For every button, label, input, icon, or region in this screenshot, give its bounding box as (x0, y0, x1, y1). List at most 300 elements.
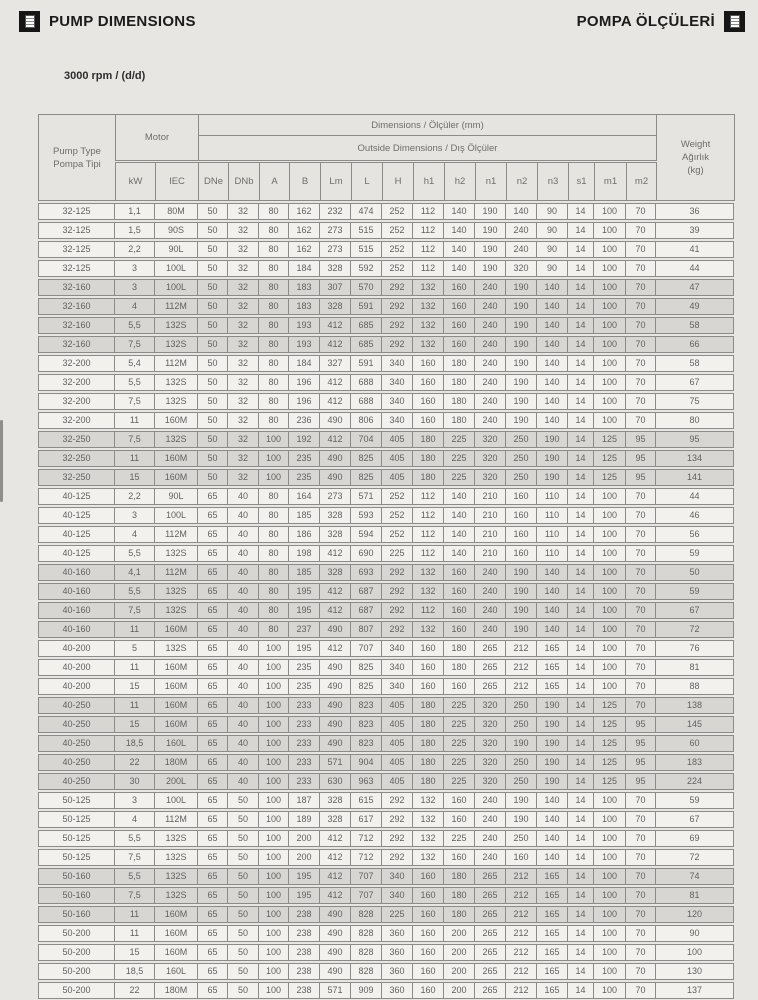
dimension-cell: 70 (626, 279, 656, 296)
table-header (38, 114, 735, 201)
dimension-cell: 190 (537, 754, 568, 771)
dimension-cell: 100 (259, 659, 289, 676)
pump-type-cell: 32-125 (38, 203, 115, 220)
table-row (38, 792, 734, 809)
dimension-cell: 265 (475, 906, 506, 923)
dimension-cell: 160 (413, 355, 444, 372)
dimension-cell: 125 (594, 697, 626, 714)
dimension-cell: 5,5 (115, 374, 155, 391)
dimension-cell: 50 (228, 792, 259, 809)
dimension-cell: 235 (289, 678, 320, 695)
dimension-cell: 80 (259, 203, 289, 220)
dimension-cell: 160M (155, 944, 198, 961)
dimension-cell: 32 (228, 241, 259, 258)
table-row (38, 355, 734, 372)
dimension-cell: 140 (444, 222, 475, 239)
dimension-cell: 100 (594, 830, 626, 847)
dimension-cell: 112 (413, 203, 444, 220)
dimension-cell: 14 (568, 564, 594, 581)
dimension-cell: 100 (259, 830, 289, 847)
pump-type-cell: 40-125 (38, 488, 115, 505)
table-row (38, 944, 734, 961)
dimension-cell: 14 (568, 602, 594, 619)
dimension-cell: 40 (228, 678, 259, 695)
dimension-cell: 160M (155, 716, 198, 733)
dimension-cell: 707 (351, 868, 382, 885)
dimension-cell: 100 (259, 697, 289, 714)
dimension-cell: 65 (198, 640, 228, 657)
dimension-cell: 190 (537, 450, 568, 467)
dimension-cell: 32 (228, 431, 259, 448)
dimension-cell: 80 (259, 374, 289, 391)
dimension-cell: 140 (537, 564, 568, 581)
dimension-cell: 140 (444, 526, 475, 543)
dimension-cell: 14 (568, 317, 594, 334)
dimension-cell: 100 (259, 678, 289, 695)
column-header-m2: m2 (627, 162, 657, 201)
dimension-cell: 50 (228, 982, 259, 999)
dimension-cell: 15 (115, 716, 155, 733)
dimension-cell: 140 (537, 792, 568, 809)
dimension-cell: 165 (537, 906, 568, 923)
column-header-l: L (352, 162, 383, 201)
dimension-cell: 90L (155, 241, 198, 258)
table-row (38, 621, 734, 638)
dimension-cell: 190 (475, 241, 506, 258)
dimension-cell: 165 (537, 963, 568, 980)
dimension-cell: 238 (289, 963, 320, 980)
dimension-cell: 14 (568, 393, 594, 410)
dimension-cell: 140 (537, 830, 568, 847)
dimension-cell: 340 (382, 887, 413, 904)
dimension-cell: 360 (382, 944, 413, 961)
dimension-cell: 165 (537, 887, 568, 904)
pump-type-cell: 32-160 (38, 279, 115, 296)
weight-cell: 49 (656, 298, 734, 315)
dimension-cell: 189 (289, 811, 320, 828)
dimension-cell: 14 (568, 260, 594, 277)
weight-cell: 50 (656, 564, 734, 581)
weight-cell: 90 (656, 925, 734, 942)
weight-cell: 69 (656, 830, 734, 847)
dimension-cell: 360 (382, 925, 413, 942)
dimension-cell: 40 (228, 526, 259, 543)
dimension-cell: 212 (506, 640, 537, 657)
dimension-cell: 32 (228, 393, 259, 410)
dimension-cell: 225 (382, 906, 413, 923)
dimensions-header: Dimensions / Ölçüler (mm) (199, 115, 657, 136)
dimension-cell: 65 (198, 792, 228, 809)
table-row (38, 298, 734, 315)
dimension-cell: 100 (594, 963, 626, 980)
dimension-cell: 50 (198, 336, 228, 353)
weight-label-en: Weight (680, 139, 711, 150)
dimension-cell: 328 (320, 564, 351, 581)
pump-type-cell: 32-200 (38, 412, 115, 429)
table-row (38, 982, 734, 999)
dimension-cell: 65 (198, 526, 228, 543)
dimension-cell: 140 (537, 602, 568, 619)
weight-cell: 72 (656, 849, 734, 866)
dimension-cell: 190 (506, 393, 537, 410)
dimension-cell: 7,5 (115, 602, 155, 619)
table-row (38, 868, 734, 885)
dimension-cell: 112M (155, 355, 198, 372)
dimension-cell: 140 (444, 488, 475, 505)
dimension-cell: 65 (198, 621, 228, 638)
dimension-cell: 405 (382, 773, 413, 790)
dimension-cell: 250 (506, 431, 537, 448)
dimension-cell: 132 (413, 279, 444, 296)
dimension-cell: 340 (382, 374, 413, 391)
dimension-cell: 252 (382, 507, 413, 524)
dimension-cell: 140 (444, 203, 475, 220)
dimension-cell: 112 (413, 526, 444, 543)
dimension-cell: 100 (259, 450, 289, 467)
dimension-cell: 70 (626, 241, 656, 258)
dimension-cell: 32 (228, 260, 259, 277)
dimension-cell: 160 (444, 583, 475, 600)
dimension-cell: 80 (259, 526, 289, 543)
dimension-cell: 160 (506, 507, 537, 524)
weight-cell: 67 (656, 811, 734, 828)
document-icon (724, 11, 745, 32)
table-row (38, 469, 734, 486)
dimension-cell: 183 (289, 279, 320, 296)
dimension-cell: 70 (626, 982, 656, 999)
dimension-cell: 210 (475, 545, 506, 562)
scan-artifact (0, 420, 3, 502)
dimension-cell: 70 (626, 488, 656, 505)
pump-type-cell: 40-125 (38, 545, 115, 562)
dimension-cell: 235 (289, 450, 320, 467)
dimension-cell: 14 (568, 963, 594, 980)
dimension-cell: 4 (115, 298, 155, 315)
dimension-cell: 100 (594, 621, 626, 638)
dimension-cell: 265 (475, 659, 506, 676)
dimension-cell: 195 (289, 583, 320, 600)
dimension-cell: 190 (506, 583, 537, 600)
dimension-cell: 80 (259, 355, 289, 372)
dimension-cell: 40 (228, 659, 259, 676)
dimension-cell: 328 (320, 811, 351, 828)
dimension-cell: 180 (413, 735, 444, 752)
dimension-cell: 160 (444, 298, 475, 315)
dimension-cell: 14 (568, 507, 594, 524)
dimension-cell: 490 (320, 925, 351, 942)
dimension-cell: 50 (198, 431, 228, 448)
dimension-cell: 100 (594, 317, 626, 334)
dimension-cell: 340 (382, 640, 413, 657)
dimension-cell: 90 (537, 260, 568, 277)
dimension-cell: 190 (506, 621, 537, 638)
dimension-cell: 140 (537, 279, 568, 296)
dimension-cell: 50 (198, 412, 228, 429)
dimension-cell: 32 (228, 374, 259, 391)
dimension-cell: 132 (413, 849, 444, 866)
dimension-cell: 65 (198, 507, 228, 524)
dimension-cell: 490 (320, 906, 351, 923)
dimension-cell: 292 (382, 564, 413, 581)
dimension-cell: 292 (382, 317, 413, 334)
dimension-cell: 140 (537, 298, 568, 315)
dimension-cell: 252 (382, 260, 413, 277)
dimension-cell: 65 (198, 564, 228, 581)
dimension-cell: 112 (413, 260, 444, 277)
dimension-cell: 132 (413, 298, 444, 315)
pump-type-cell: 32-200 (38, 374, 115, 391)
dimension-cell: 80 (259, 279, 289, 296)
dimension-cell: 225 (444, 431, 475, 448)
pump-type-cell: 40-200 (38, 640, 115, 657)
dimension-cell: 100 (259, 887, 289, 904)
dimension-cell: 823 (351, 735, 382, 752)
dimension-cell: 14 (568, 678, 594, 695)
dimension-cell: 112M (155, 526, 198, 543)
dimension-cell: 360 (382, 982, 413, 999)
dimension-cell: 90L (155, 488, 198, 505)
dimension-cell: 180M (155, 982, 198, 999)
pump-type-label-tr: Pompa Tipi (53, 158, 101, 170)
dimension-cell: 160 (444, 811, 475, 828)
dimension-cell: 225 (444, 450, 475, 467)
dimension-cell: 165 (537, 944, 568, 961)
dimension-cell: 100 (259, 925, 289, 942)
table-row (38, 716, 734, 733)
table-row (38, 735, 734, 752)
dimension-cell: 65 (198, 830, 228, 847)
dimension-cell: 11 (115, 697, 155, 714)
dimension-cell: 132S (155, 640, 198, 657)
dimension-cell: 190 (537, 773, 568, 790)
dimension-cell: 160 (413, 925, 444, 942)
dimensions-table (38, 114, 734, 1000)
dimension-cell: 100 (594, 982, 626, 999)
weight-cell: 141 (656, 469, 734, 486)
dimension-cell: 1,1 (115, 203, 155, 220)
dimension-cell: 100 (259, 773, 289, 790)
dimension-cell: 125 (594, 735, 626, 752)
dimension-cell: 265 (475, 982, 506, 999)
pump-type-cell: 32-160 (38, 317, 115, 334)
weight-cell: 67 (656, 602, 734, 619)
dimension-cell: 250 (506, 716, 537, 733)
dimension-cell: 70 (626, 203, 656, 220)
pump-type-cell: 40-160 (38, 602, 115, 619)
dimension-cell: 14 (568, 640, 594, 657)
dimension-cell: 5,5 (115, 830, 155, 847)
column-header-m1: m1 (595, 162, 627, 201)
dimension-cell: 160M (155, 697, 198, 714)
dimension-cell: 252 (382, 241, 413, 258)
dimension-cell: 320 (475, 773, 506, 790)
dimension-cell: 183 (289, 298, 320, 315)
dimension-cell: 32 (228, 469, 259, 486)
dimension-cell: 235 (289, 469, 320, 486)
weight-cell: 66 (656, 336, 734, 353)
dimension-cell: 340 (382, 868, 413, 885)
weight-cell: 59 (656, 583, 734, 600)
dimension-cell: 160 (413, 944, 444, 961)
page-header-left (19, 11, 196, 32)
weight-cell: 134 (656, 450, 734, 467)
dimension-cell: 70 (626, 906, 656, 923)
dimension-cell: 100 (594, 241, 626, 258)
dimension-cell: 412 (320, 583, 351, 600)
dimension-cell: 823 (351, 716, 382, 733)
dimension-cell: 190 (506, 336, 537, 353)
dimension-cell: 825 (351, 659, 382, 676)
dimension-cell: 70 (626, 830, 656, 847)
dimension-cell: 100 (259, 963, 289, 980)
dimension-cell: 232 (320, 203, 351, 220)
dimension-cell: 265 (475, 944, 506, 961)
dimension-cell: 292 (382, 298, 413, 315)
dimension-cell: 32 (228, 222, 259, 239)
dimension-cell: 2,2 (115, 488, 155, 505)
weight-cell: 183 (656, 754, 734, 771)
dimension-cell: 160M (155, 469, 198, 486)
dimension-cell: 185 (289, 507, 320, 524)
dimension-cell: 160M (155, 659, 198, 676)
dimension-cell: 95 (626, 754, 656, 771)
dimension-cell: 707 (351, 887, 382, 904)
dimension-cell: 100L (155, 279, 198, 296)
dimension-cell: 50 (198, 298, 228, 315)
dimension-cell: 7,5 (115, 336, 155, 353)
pump-type-cell: 32-250 (38, 469, 115, 486)
dimension-cell: 14 (568, 279, 594, 296)
dimension-cell: 14 (568, 830, 594, 847)
dimension-cell: 571 (320, 754, 351, 771)
dimension-cell: 7,5 (115, 393, 155, 410)
dimension-cell: 132S (155, 431, 198, 448)
dimension-cell: 80 (259, 564, 289, 581)
dimension-cell: 240 (475, 621, 506, 638)
dimension-cell: 160 (413, 887, 444, 904)
dimension-cell: 238 (289, 925, 320, 942)
dimension-cell: 196 (289, 393, 320, 410)
dimension-cell: 14 (568, 488, 594, 505)
pump-type-cell: 40-250 (38, 754, 115, 771)
weight-cell: 224 (656, 773, 734, 790)
dimension-cell: 100 (259, 944, 289, 961)
dimension-cell: 340 (382, 678, 413, 695)
dimension-cell: 140 (444, 260, 475, 277)
dimension-cell: 40 (228, 716, 259, 733)
dimension-cell: 125 (594, 450, 626, 467)
dimension-cell: 250 (506, 773, 537, 790)
dimension-cell: 14 (568, 735, 594, 752)
dimension-cell: 100 (594, 906, 626, 923)
pump-type-cell: 32-160 (38, 336, 115, 353)
dimension-cell: 7,5 (115, 849, 155, 866)
dimension-cell: 340 (382, 355, 413, 372)
dimension-cell: 225 (444, 754, 475, 771)
dimension-cell: 11 (115, 450, 155, 467)
dimension-cell: 40 (228, 602, 259, 619)
weight-cell: 100 (656, 944, 734, 961)
weight-cell: 81 (656, 887, 734, 904)
table-row (38, 412, 734, 429)
dimension-cell: 240 (475, 355, 506, 372)
dimension-cell: 240 (475, 279, 506, 296)
dimension-cell: 180 (413, 431, 444, 448)
table-row (38, 830, 734, 847)
dimension-cell: 50 (228, 906, 259, 923)
dimension-cell: 320 (475, 450, 506, 467)
dimension-cell: 132S (155, 602, 198, 619)
dimension-cell: 192 (289, 431, 320, 448)
dimension-cell: 180 (444, 906, 475, 923)
dimension-cell: 70 (626, 374, 656, 391)
dimension-cell: 80 (259, 621, 289, 638)
pump-type-cell: 40-160 (38, 621, 115, 638)
dimension-cell: 50 (198, 355, 228, 372)
dimension-cell: 240 (475, 602, 506, 619)
weight-cell: 44 (656, 260, 734, 277)
dimension-cell: 50 (198, 279, 228, 296)
pump-type-cell: 40-250 (38, 716, 115, 733)
weight-cell: 88 (656, 678, 734, 695)
dimension-cell: 140 (537, 412, 568, 429)
dimension-cell: 405 (382, 450, 413, 467)
dimension-cell: 273 (320, 488, 351, 505)
dimension-cell: 14 (568, 431, 594, 448)
dimension-cell: 828 (351, 963, 382, 980)
dimension-cell: 617 (351, 811, 382, 828)
dimension-cell: 65 (198, 887, 228, 904)
column-header-dne: DNe (199, 162, 229, 201)
dimension-cell: 14 (568, 944, 594, 961)
dimension-cell: 100 (259, 716, 289, 733)
dimension-cell: 100 (594, 868, 626, 885)
dimension-cell: 5,5 (115, 545, 155, 562)
dimension-cell: 100 (594, 659, 626, 676)
dimension-cell: 193 (289, 317, 320, 334)
dimension-cell: 405 (382, 697, 413, 714)
table-row (38, 431, 734, 448)
dimension-cell: 687 (351, 583, 382, 600)
dimension-cell: 164 (289, 488, 320, 505)
dimension-cell: 100 (594, 925, 626, 942)
pump-type-cell: 32-250 (38, 431, 115, 448)
dimension-cell: 70 (626, 678, 656, 695)
dimension-cell: 100 (594, 412, 626, 429)
dimension-cell: 140 (444, 241, 475, 258)
dimension-cell: 292 (382, 279, 413, 296)
dimension-cell: 963 (351, 773, 382, 790)
dimension-cell: 212 (506, 659, 537, 676)
dimension-cell: 198 (289, 545, 320, 562)
dimension-cell: 100 (594, 849, 626, 866)
dimension-cell: 110 (537, 507, 568, 524)
weight-unit: (kg) (687, 165, 704, 176)
weight-cell: 76 (656, 640, 734, 657)
dimension-cell: 14 (568, 203, 594, 220)
dimension-cell: 70 (626, 621, 656, 638)
dimension-cell: 70 (626, 659, 656, 676)
dimension-cell: 233 (289, 735, 320, 752)
dimension-cell: 688 (351, 393, 382, 410)
dimension-cell: 212 (506, 887, 537, 904)
dimension-cell: 100L (155, 507, 198, 524)
dimension-cell: 40 (228, 488, 259, 505)
dimension-cell: 90S (155, 222, 198, 239)
table-row (38, 678, 734, 695)
dimension-cell: 184 (289, 260, 320, 277)
dimension-cell: 225 (444, 469, 475, 486)
